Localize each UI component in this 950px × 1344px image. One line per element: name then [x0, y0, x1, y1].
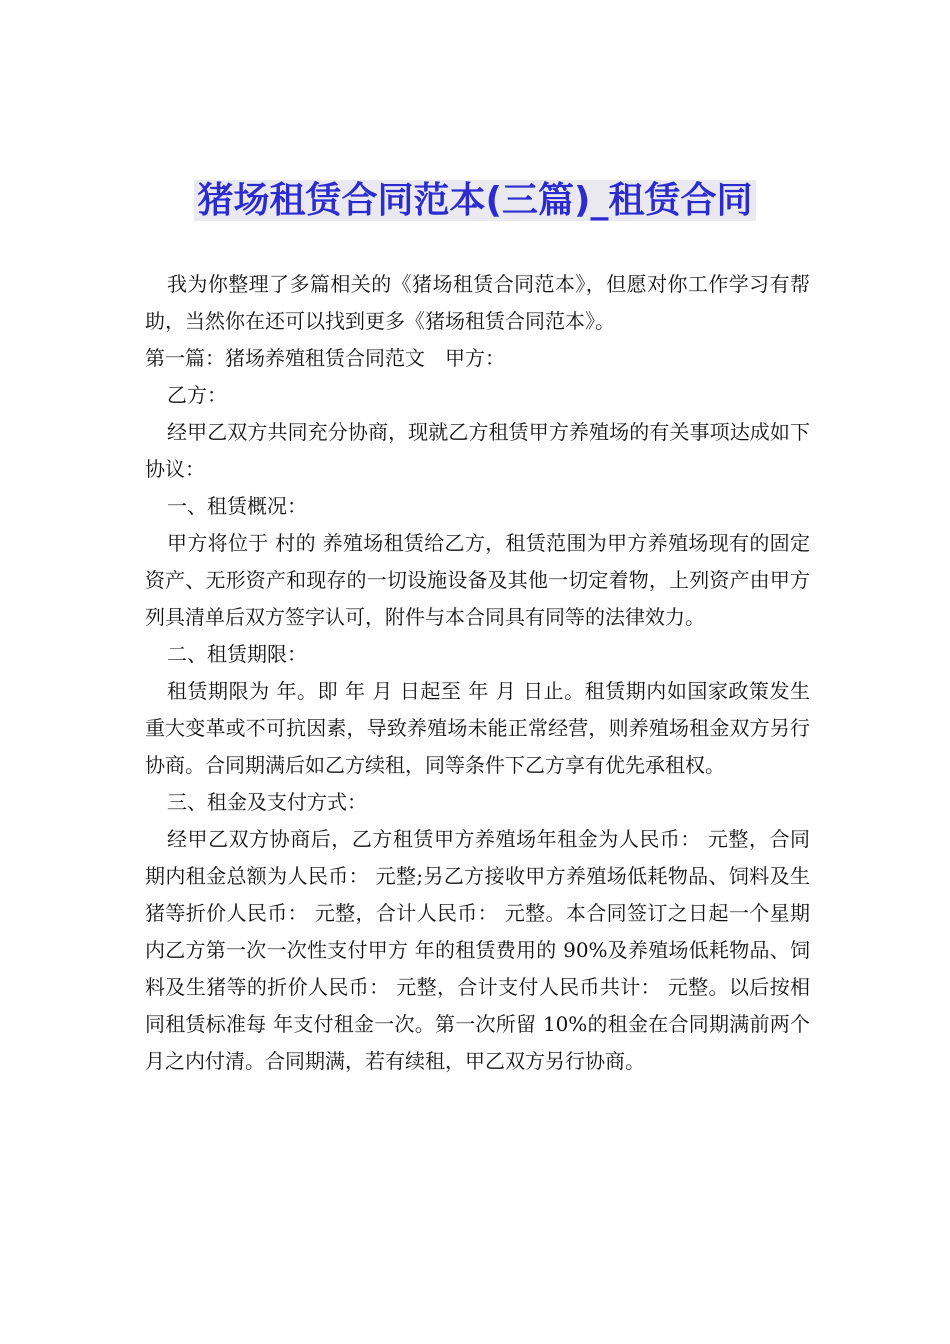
- term-paragraph: 租赁期限为 年。即 年 月 日起至 年 月 日止。租赁期内如国家政策发生重大变革或不可抗因素，导致养殖场未能正常经营，则养殖场租金双方另行协商。合同期满后如乙方续租，同等条件下乙方享有优先承租权。: [145, 679, 810, 777]
- section-heading-term: 二、租赁期限：: [167, 642, 307, 666]
- document-title-text: 猪场租赁合同范本(三篇)_租赁合同: [194, 180, 757, 221]
- overview-paragraph: 甲方将位于 村的 养殖场租赁给乙方，租赁范围为甲方养殖场现有的固定资产、无形资产和现存的一切设施设备及其他一切定着物，上列资产由甲方列具清单后双方签字认可，附件与本合同具有同等的法律效力。: [145, 531, 810, 629]
- agreement-preamble: 经甲乙双方共同充分协商，现就乙方租赁甲方养殖场的有关事项达成如下协议：: [145, 420, 810, 481]
- party-b-line: 乙方：: [167, 383, 227, 407]
- document-body: [145, 266, 810, 1080]
- chapter-heading: 第一篇：猪场养殖租赁合同范文 甲方：: [145, 346, 505, 370]
- payment-paragraph: 经甲乙双方协商后，乙方租赁甲方养殖场年租金为人民币： 元整，合同期内租金总额为人民币： 元整;另乙方接收甲方养殖场低耗物品、饲料及生猪等折价人民币： 元整，合计人民币： 元整。本合同签订之日起一个星期内乙方第一次一次性支付甲方 年的租赁费用的 90%及养殖场低耗物品、饲料及生猪等的折价人民币： 元整，合计支付人民币共计： 元整。以后按相同租赁标准每 年支付租金一次。第一次所留 10%的租金在合同期满前两个月之内付清。合同期满，若有续租，甲乙双方另行协商。: [145, 827, 810, 1073]
- intro-paragraph: 我为你整理了多篇相关的《猪场租赁合同范本》，但愿对你工作学习有帮助，当然你在还可以找到更多《猪场租赁合同范本》。: [145, 272, 810, 333]
- section-heading-overview: 一、租赁概况：: [167, 494, 307, 518]
- section-heading-payment: 三、租金及支付方式：: [167, 790, 367, 814]
- document-title: [0, 176, 950, 226]
